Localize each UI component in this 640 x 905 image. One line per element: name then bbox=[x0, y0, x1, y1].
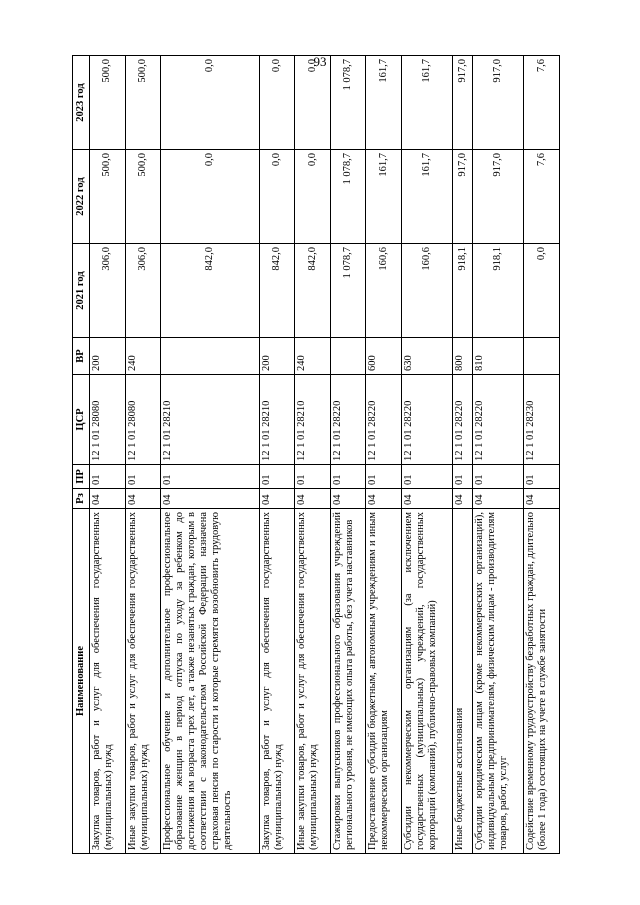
table-row bbox=[125, 56, 161, 854]
cell-2021: 918,1 bbox=[473, 244, 524, 338]
cell-2021: 160,6 bbox=[401, 244, 452, 338]
cell-vr: 200 bbox=[259, 338, 295, 375]
cell-2022: 917,0 bbox=[453, 150, 473, 244]
cell-vr: 200 bbox=[90, 338, 126, 375]
table-row bbox=[161, 56, 260, 854]
cell-2023: 1 078,7 bbox=[330, 56, 366, 150]
cell-pr: 01 bbox=[401, 465, 452, 489]
cell-rz: 04 bbox=[473, 489, 524, 509]
cell-pr: 01 bbox=[295, 465, 331, 489]
cell-pr: 01 bbox=[330, 465, 366, 489]
header-vr: ВР bbox=[73, 338, 90, 375]
cell-2022: 0,0 bbox=[161, 150, 260, 244]
header-2021: 2021 год bbox=[73, 244, 90, 338]
cell-csr: 12 1 01 28220 bbox=[401, 375, 452, 465]
cell-rz: 04 bbox=[90, 489, 126, 509]
cell-pr: 01 bbox=[366, 465, 402, 489]
cell-csr: 12 1 01 28220 bbox=[330, 375, 366, 465]
cell-2021: 306,0 bbox=[90, 244, 126, 338]
cell-2022: 0,0 bbox=[295, 150, 331, 244]
table-row bbox=[90, 56, 126, 854]
cell-vr bbox=[524, 338, 560, 375]
cell-rz: 04 bbox=[366, 489, 402, 509]
cell-vr: 600 bbox=[366, 338, 402, 375]
table-row bbox=[259, 56, 295, 854]
cell-csr: 12 1 01 28220 bbox=[473, 375, 524, 465]
cell-2023: 0,0 bbox=[259, 56, 295, 150]
cell-name: Закупка товаров, работ и услуг для обеспечения государственных (муниципальных) нужд bbox=[90, 509, 126, 854]
cell-2022: 161,7 bbox=[366, 150, 402, 244]
header-name: Наименование bbox=[73, 509, 90, 854]
cell-2022: 1 078,7 bbox=[330, 150, 366, 244]
cell-pr: 01 bbox=[524, 465, 560, 489]
table-row bbox=[453, 56, 473, 854]
table-row bbox=[366, 56, 402, 854]
cell-vr bbox=[330, 338, 366, 375]
cell-csr: 12 1 01 28220 bbox=[453, 375, 473, 465]
header-2022: 2022 год bbox=[73, 150, 90, 244]
cell-2021: 842,0 bbox=[161, 244, 260, 338]
cell-rz: 04 bbox=[401, 489, 452, 509]
header-2023: 2023 год bbox=[73, 56, 90, 150]
cell-name: Субсидии некоммерческим организациям (за исключением государственных (муниципальных) учреждений, государственных корпораций (компаний), публично-правовых компаний) bbox=[401, 509, 452, 854]
cell-2021: 918,1 bbox=[453, 244, 473, 338]
cell-vr: 810 bbox=[473, 338, 524, 375]
budget-table bbox=[72, 55, 560, 854]
cell-pr: 01 bbox=[259, 465, 295, 489]
cell-2021: 1 078,7 bbox=[330, 244, 366, 338]
table-row bbox=[524, 56, 560, 854]
page-number: 93 bbox=[313, 54, 327, 69]
cell-2022: 0,0 bbox=[259, 150, 295, 244]
cell-name: Иные закупки товаров, работ и услуг для обеспечения государственных (муниципальных) нужд bbox=[295, 509, 331, 854]
cell-pr: 01 bbox=[473, 465, 524, 489]
cell-2021: 306,0 bbox=[125, 244, 161, 338]
cell-csr: 12 1 01 28080 bbox=[125, 375, 161, 465]
cell-2023: 500,0 bbox=[90, 56, 126, 150]
cell-2023: 161,7 bbox=[366, 56, 402, 150]
cell-pr: 01 bbox=[125, 465, 161, 489]
cell-2023: 0,0 bbox=[295, 56, 331, 150]
table-row bbox=[401, 56, 452, 854]
cell-rz: 04 bbox=[161, 489, 260, 509]
cell-rz: 04 bbox=[330, 489, 366, 509]
table-row bbox=[473, 56, 524, 854]
cell-vr: 240 bbox=[125, 338, 161, 375]
table-row bbox=[295, 56, 331, 854]
table-row bbox=[330, 56, 366, 854]
cell-name: Иные закупки товаров, работ и услуг для обеспечения государственных (муниципальных) нужд bbox=[125, 509, 161, 854]
cell-2022: 161,7 bbox=[401, 150, 452, 244]
cell-name: Стажировки выпускников профессионального образования учреждений регионального уровня, не имеющих опыта работы, без учета наставников bbox=[330, 509, 366, 854]
header-rz: Рз bbox=[73, 489, 90, 509]
cell-vr: 800 bbox=[453, 338, 473, 375]
cell-rz: 04 bbox=[295, 489, 331, 509]
cell-vr: 240 bbox=[295, 338, 331, 375]
cell-2023: 500,0 bbox=[125, 56, 161, 150]
cell-csr: 12 1 01 28210 bbox=[259, 375, 295, 465]
table-header-row bbox=[73, 56, 90, 854]
cell-name: Иные бюджетные ассигнования bbox=[453, 509, 473, 854]
cell-2022: 917,0 bbox=[473, 150, 524, 244]
rotated-sheet bbox=[72, 56, 560, 854]
cell-vr: 630 bbox=[401, 338, 452, 375]
cell-pr: 01 bbox=[161, 465, 260, 489]
cell-2021: 160,6 bbox=[366, 244, 402, 338]
cell-2023: 161,7 bbox=[401, 56, 452, 150]
cell-rz: 04 bbox=[453, 489, 473, 509]
cell-2023: 917,0 bbox=[473, 56, 524, 150]
table-area bbox=[72, 56, 560, 854]
cell-2022: 7,6 bbox=[524, 150, 560, 244]
header-pr: ПР bbox=[73, 465, 90, 489]
cell-csr: 12 1 01 28210 bbox=[161, 375, 260, 465]
cell-pr: 01 bbox=[90, 465, 126, 489]
cell-2023: 917,0 bbox=[453, 56, 473, 150]
cell-name: Профессиональное обучение и дополнительное профессиональное образование женщин в период отпуска по уходу за ребенком до достижения им возраста трех лет, а также незанятых граждан, которым в соответствии с законодательством Российской Федерации назначена страховая пенсия по старости и которые стремятся возобновить трудовую деятельность bbox=[161, 509, 260, 854]
cell-2021: 842,0 bbox=[259, 244, 295, 338]
cell-vr bbox=[161, 338, 260, 375]
cell-name: Закупка товаров, работ и услуг для обеспечения государственных (муниципальных) нужд bbox=[259, 509, 295, 854]
cell-rz: 04 bbox=[524, 489, 560, 509]
cell-pr: 01 bbox=[453, 465, 473, 489]
cell-2021: 842,0 bbox=[295, 244, 331, 338]
cell-name: Предоставление субсидий бюджетным, автономным учреждениям и иным некоммерческим организациям bbox=[366, 509, 402, 854]
cell-csr: 12 1 01 28220 bbox=[366, 375, 402, 465]
cell-rz: 04 bbox=[125, 489, 161, 509]
cell-name: Субсидии юридическим лицам (кроме некоммерческих организаций), индивидуальным предпринимателям, физическим лицам - производителям товаров, работ, услуг bbox=[473, 509, 524, 854]
cell-2021: 0,0 bbox=[524, 244, 560, 338]
cell-2023: 0,0 bbox=[161, 56, 260, 150]
header-csr: ЦСР bbox=[73, 375, 90, 465]
cell-name: Содействие временному трудоустройству безработных граждан, длительно (более 1 года) состоящих на учете в службе занятости bbox=[524, 509, 560, 854]
cell-csr: 12 1 01 28210 bbox=[295, 375, 331, 465]
cell-2023: 7,6 bbox=[524, 56, 560, 150]
cell-csr: 12 1 01 28080 bbox=[90, 375, 126, 465]
cell-csr: 12 1 01 28230 bbox=[524, 375, 560, 465]
cell-2022: 500,0 bbox=[90, 150, 126, 244]
cell-2022: 500,0 bbox=[125, 150, 161, 244]
cell-rz: 04 bbox=[259, 489, 295, 509]
